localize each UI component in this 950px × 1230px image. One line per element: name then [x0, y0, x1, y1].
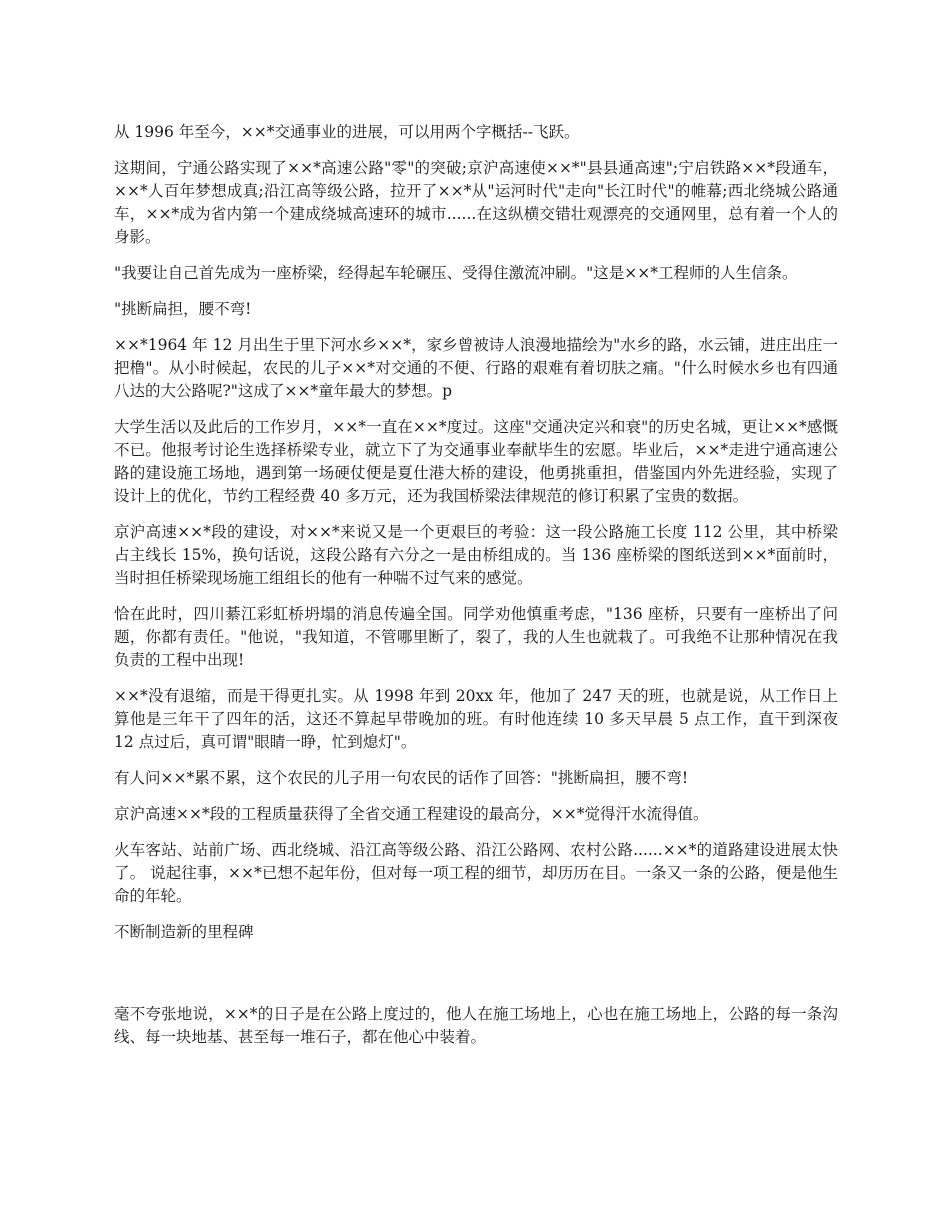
paragraph-11: 京沪高速××*段的工程质量获得了全省交通工程建设的最高分，××*觉得汗水流得值。 [114, 805, 709, 823]
document-page [114, 121, 838, 1062]
paragraph-6: 大学生活以及此后的工作岁月，××*一直在××*度过。这座"交通决定兴和衰"的历史名城，更让××*感慨不已。他报考讨论生选择桥梁专业，就立下了为交通事业奉献毕生的宏愿。毕业后，××*走进宁通高速公路的建设施工场地，遇到第一场硬仗便是夏仕港大桥的建设，他勇挑重担，借鉴国内外先进经验，实现了设计上的优化，节约工程经费 40 多万元，还为我国桥梁法律规范的修订积累了宝贵的数据。 [114, 418, 838, 505]
paragraph-8: 恰在此时，四川綦江彩虹桥坍塌的消息传遍全国。同学劝他慎重考虑，"136 座桥，只要有一座桥出了问题，你都有责任。"他说，"我知道，不管哪里断了，裂了，我的人生也就栽了。可我绝不让那种情况在我负责的工程中出现! [114, 605, 838, 669]
paragraph-12: 火车客站、站前广场、西北绕城、沿江高等级公路、沿江公路网、农村公路......××*的道路建设进展太快了。 说起往事，××*已想不起年份，但对每一项工程的细节，却历历在目。一条又一条的公路，便是他生命的年轮。 [114, 841, 838, 905]
paragraph-2: 这期间，宁通公路实现了××*高速公路"零"的突破;京沪高速使××*"县县通高速";宁启铁路××*段通车，××*人百年梦想成真;沿江高等级公路，拉开了××*从"运河时代"走向"长江时代"的帷幕;西北绕城公路通车，××*成为省内第一个建成绕城高速环的城市......在这纵横交错壮观漂亮的交通网里，总有着一个人的身影。 [114, 159, 838, 246]
paragraph-5: ××*1964 年 12 月出生于里下河水乡××*，家乡曾被诗人浪漫地描绘为"水乡的路，水云铺，进庄出庄一把橹"。从小时候起，农民的儿子××*对交通的不便、行路的艰难有着切肤之痛。"什么时候水乡也有四通八达的大公路呢?"这成了××*童年最大的梦想。p [114, 336, 838, 400]
paragraph-10: 有人问××*累不累，这个农民的儿子用一句农民的话作了回答："挑断扁担，腰不弯! [114, 769, 689, 787]
blank-space [114, 957, 838, 1003]
paragraph-4: "挑断扁担，腰不弯! [114, 300, 252, 318]
paragraph-1: 从 1996 年至今，××*交通事业的进展，可以用两个字概括--飞跃。 [114, 123, 580, 141]
closing-paragraph: 毫不夸张地说，××*的日子是在公路上度过的，他人在施工场地上，心也在施工场地上，公路的每一条沟线、每一块地基、甚至每一堆石子，都在他心中装着。 [114, 1005, 838, 1046]
section-heading: 不断制造新的里程碑 [114, 923, 254, 941]
paragraph-9: ××*没有退缩，而是干得更扎实。从 1998 年到 20xx 年，他加了 247 天的班，也就是说，从工作日上算他是三年干了四年的活，这还不算起早带晚加的班。有时他连续 10 多天早晨 5 点工作，直干到深夜 12 点过后，真可谓"眼睛一睁，忙到熄灯"。 [114, 687, 838, 751]
paragraph-7: 京沪高速××*段的建设，对××*来说又是一个更艰巨的考验：这一段公路施工长度 112 公里，其中桥梁占主线长 15%，换句话说，这段公路有六分之一是由桥组成的。当 136 座桥梁的图纸送到××*面前时，当时担任桥梁现场施工组组长的他有一种喘不过气来的感觉。 [114, 523, 838, 587]
paragraph-3: "我要让自己首先成为一座桥梁，经得起车轮碾压、受得住激流冲刷。"这是××*工程师的人生信条。 [114, 264, 798, 282]
